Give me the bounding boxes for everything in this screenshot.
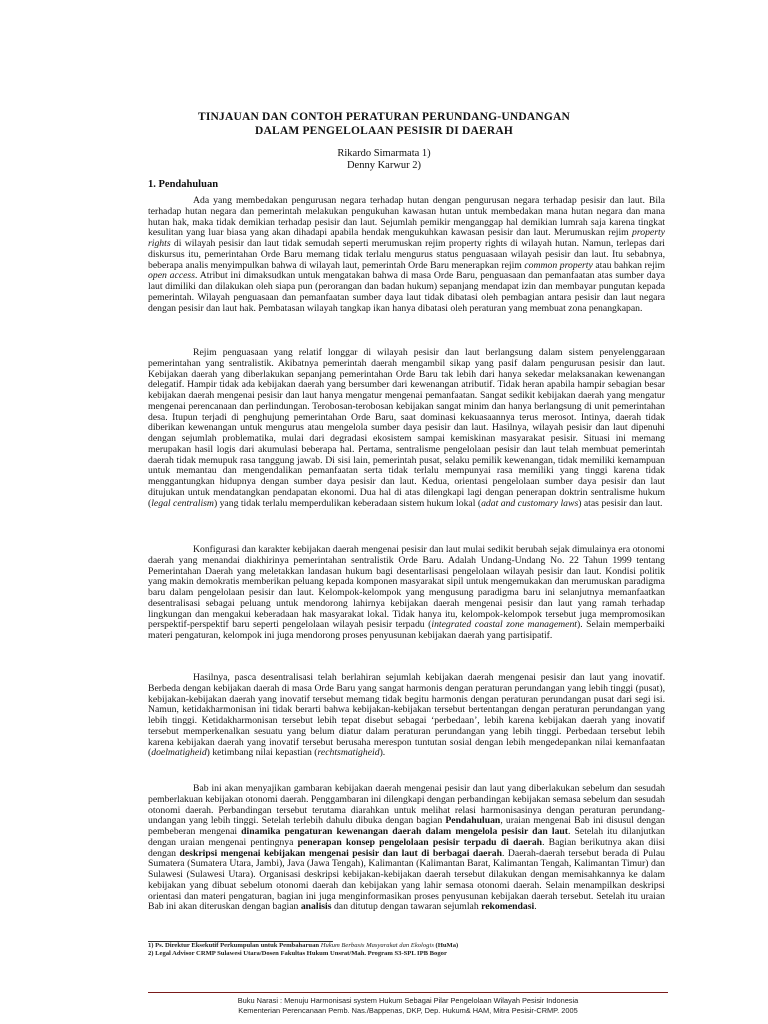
- footnote-1: 1) Ps. Direktur Eksekutif Perkumpulan untuk Pembaharuan Hukum Berbasis Masyarakat dan Ekologis (HuMa): [148, 942, 459, 949]
- document-title-line-1: TINJAUAN DAN CONTOH PERATURAN PERUNDANG-UNDANGAN: [197, 111, 571, 123]
- footnote-2: 2) Legal Advisor CRMP Sulawesi Utara/Dosen Fakultas Hukum Unsrat/Mah. Program S3-SPL IPB Bogor: [148, 950, 447, 957]
- footer-rule: [148, 992, 668, 993]
- paragraph-2: Rejim penguasaan yang relatif longgar di wilayah pesisir dan laut berlangsung dalam sistem penyelenggaraan pemerintahan yang sentralistik. Akibatnya pemerintah daerah mengambil sikap yang pasif dalam pengurusan pesisir dan laut. Kebijakan daerah yang diberlakukan sepanjang pemerintahan Orde Baru tak lebih dari hanya sekedar melaksanakan kewenangan delegatif. Hampir tidak ada kebijakan daerah yang bersumber dari kewenangan atributif. Tidak heran apabila hampir sebagian besar kebijakan daerah mengenai pesisir dan laut hanya mengatur mengenai pemanfaatan. Sangat sedikit kebijakan daerah yang mengatur mengenai perencanaan dan perlindungan. Terobosan-terobosan kebijakan sangat minim dan hanya berlangsung di unit pemerintahan desa. Itupun terjadi di penghujung pemerintahan Orde Baru, saat dominasi kekuasaannya terus merosot. Intinya, daerah tidak diberikan kewenangan untuk mengurus atau mengelola sumber daya pesisir dan laut. Hasilnya, wilayah pesisir dan laut dipenuhi dengan sejumlah problematika, mulai dari degradasi ekosistem sampai kemiskinan masyarakat pesisir. Situasi ini memang merupakan hasil logis dari akumulasi beberapa hal. Pertama, sentralisme pengelolaan pesisir dan laut telah membuat pemerintah daerah tidak memupuk rasa tanggung jawab. Di sisi lain, pemerintah pusat, selaku pemilik kewenangan, tidak memiliki kemampuan untuk memantau dan mengendalikan pemanfaatan serta tidak terlalu mempunyai rasa memiliki yang tinggi karena tidak menggantungkan hidupnya dengan sumber daya pesisir dan laut. Kedua, orientasi pengelolaan sumber daya pesisir dan laut ditujukan untuk mendatangkan pendapatan ekonomi. Dua hal di atas dilengkapi lagi dengan penerapan doktrin sentralisme hukum (legal centralism) yang tidak terlalu memperdulikan keberadaan sistem hukum lokal (adat and customary laws) atas pesisir dan laut.: [148, 347, 665, 509]
- paragraph-1: Ada yang membedakan pengurusan negara terhadap hutan dengan pengurusan negara terhadap pesisir dan laut. Bila terhadap hutan negara dan pemerintah melakukan pengukuhan kawasan hutan untuk membedakan mana hutan negara dan mana hutan hak, maka tidak demikian terhadap pesisir dan laut. Sejumlah pemikir menganggap hal demikian lumrah saja karena tingkat kesulitan yang luar biasa yang akan dihadapi apabila hendak mengukuhkan kawasan pesisir dan laut. Merumuskan rejim property rights di wilayah pesisir dan laut tidak semudah seperti merumuskan rejim property rights di wilayah hutan. Namun, terlepas dari diskursus itu, pemerintahan Orde Baru memang tidak terlalu mengurus status penguasaan wilayah pesisir dan laut. Itu sebabnya, beberapa analis menyimpulkan bahwa di wilayah laut, pemerintah Orde Baru menerapkan rejim common property atau bahkan rejim open access. Atribut ini dimaksudkan untuk mengatakan bahwa di masa Orde Baru, penguasaan dan pemanfaatan atas sumber daya laut dimiliki dan dilakukan oleh siapa pun (perorangan dan badan hukum) sepanjang mendapat izin dan membayar pungutan kepada pemerintah. Wilayah penguasaan dan pemanfaatan sumber daya laut tidak dibatasi oleh pembagian antara pesisir dan laut negara dengan pesisir dan laut hak. Pembatasan wilayah tangkap ikan hanya dibatasi oleh peraturan yang membuat zona penangkapan.: [148, 195, 665, 314]
- paragraph-5: Bab ini akan menyajikan gambaran kebijakan daerah mengenai pesisir dan laut yang diberlakukan sebelum dan sesudah pemberlakuan kebijakan otonomi daerah. Penggambaran ini dilengkapi dengan perbandingan kebijakan semasa sebelum dan sesudah otonomi daerah. Perbandingan tersebut terutama diarahkan untuk melihat relasi harmonisasinya dengan peraturan perundang-undangan yang lebih tinggi. Setelah terlebih dahulu dibuka dengan bagian Pendahuluan, uraian mengenai Bab ini disusul dengan pembeberan mengenai dinamika pengaturan kewenangan daerah dalam mengelola pesisir dan laut. Setelah itu dilanjutkan dengan uraian mengenai pentingnya penerapan konsep pengelolaan pesisir terpadu di daerah. Bagian berikutnya akan diisi dengan deskripsi mengenai kebijakan mengenai pesisir dan laut di berbagai daerah. Daerah-daerah tersebut berada di Pulau Sumatera (Sumatera Utara, Jambi), Java (Jawa Tengah), Kalimantan (Kalimantan Barat, Kalimantan Tengah, Kalimantan Timur) dan Sulawesi (Sulawesi Utara). Organisasi deskripsi kebijakan-kebijakan daerah tersebut dilakukan dengan memisahkannya ke dalam kebijakan yang dibuat sebelum otonomi daerah dan kebijakan yang lahir semasa otonomi daerah. Selain menampilkan deskripsi orientasi dan materi pengaturan, bagian ini juga menginformasikan proses penyusunan kebijakan daerah tersebut. Setelah itu uraian Bab ini akan diteruskan dengan bagian analisis dan ditutup dengan tawaran sejumlah rekomendasi.: [148, 783, 666, 913]
- paragraph-4: Hasilnya, pasca desentralisasi telah berlahiran sejumlah kebijakan daerah mengenai pesisir dan laut yang inovatif. Berbeda dengan kebijakan daerah di masa Orde Baru yang sangat harmonis dengan peraturan perundangan yang lebih tinggi (pusat), kebijakan-kebijakan daerah yang inovatif tersebut memang tidak begitu harmonis dengan peraturan perundangan pusat dari segi isi. Namun, ketidakharmonisan ini tidak berarti bahwa kebijakan-kebijakan tersebut bertentangan dengan peraturan perundangan yang lebih tinggi. Ketidakharmonisan tersebut lebih tepat disebut sebagai ‘perbedaan’, lebih karena kebijakan daerah yang inovatif tersebut memperkenalkan sesuatu yang belum diatur dalam peraturan perundangan yang lebih tinggi. Perbedaan tersebut lebih karena kebijakan daerah yang inovatif tersebut berusaha merespon tuntutan sosial dengan lebih mengedepankan nilai kemanfaatan (doelmatigheid) ketimbang nilai kepastian (rechtsmatigheid).: [148, 672, 665, 759]
- footer-line-2: Kementerian Perencanaan Pemb. Nas./Bappenas, DKP, Dep. Hukum& HAM, Mitra Pesisir-CRMP. 2005: [238, 1006, 578, 1015]
- section-heading: 1. Pendahuluan: [148, 179, 219, 190]
- author-1: Rikardo Simarmata 1): [337, 148, 431, 159]
- footer-line-1: Buku Narasi : Menuju Harmonisasi system Hukum Sebagai Pilar Pengelolaan Wilayah Pesisir Indonesia: [237, 996, 579, 1005]
- document-title-line-2: DALAM PENGELOLAAN PESISIR DI DAERAH: [254, 125, 514, 137]
- author-2: Denny Karwur 2): [346, 160, 422, 171]
- paragraph-3: Konfigurasi dan karakter kebijakan daerah mengenai pesisir dan laut mulai sedikit berubah sejak dimulainya era otonomi daerah yang menandai diakhirinya pemerintahan sentralistik Orde Baru. Adalah Undang-Undang No. 22 Tahun 1999 tentang Pemerintahan Daerah yang meletakkan landasan hukum bagi desentarlisasi pengelolaan wilayah pesisir dan laut. Kondisi politik yang makin demokratis memberikan peluang kepada komponen masyarakat sipil untuk mengemukakan dan merumuskan paradigma baru dalam pengelolaan pesisir dan laut. Kelompok-kelompok yang mengusung paradigma baru ini selanjutnya memanfaatkan desentralisasi sebagai peluang untuk mendorong lahirnya kebijakan daerah mengenai pesisir dan laut yang ramah terhadap lingkungan dan mengakui keberadaan hak masyarakat lokal. Tidak hanya itu, kelompok-kelompok tersebut juga mempromosikan perspektif-perspektif baru seperti pengelolaan wilayah pesisir terpadu (integrated coastal zone management). Selain memperbaiki materi pengaturan, kelompok ini juga mendorong proses penyusunan kebijakan daerah yang partisipatif.: [148, 544, 665, 641]
